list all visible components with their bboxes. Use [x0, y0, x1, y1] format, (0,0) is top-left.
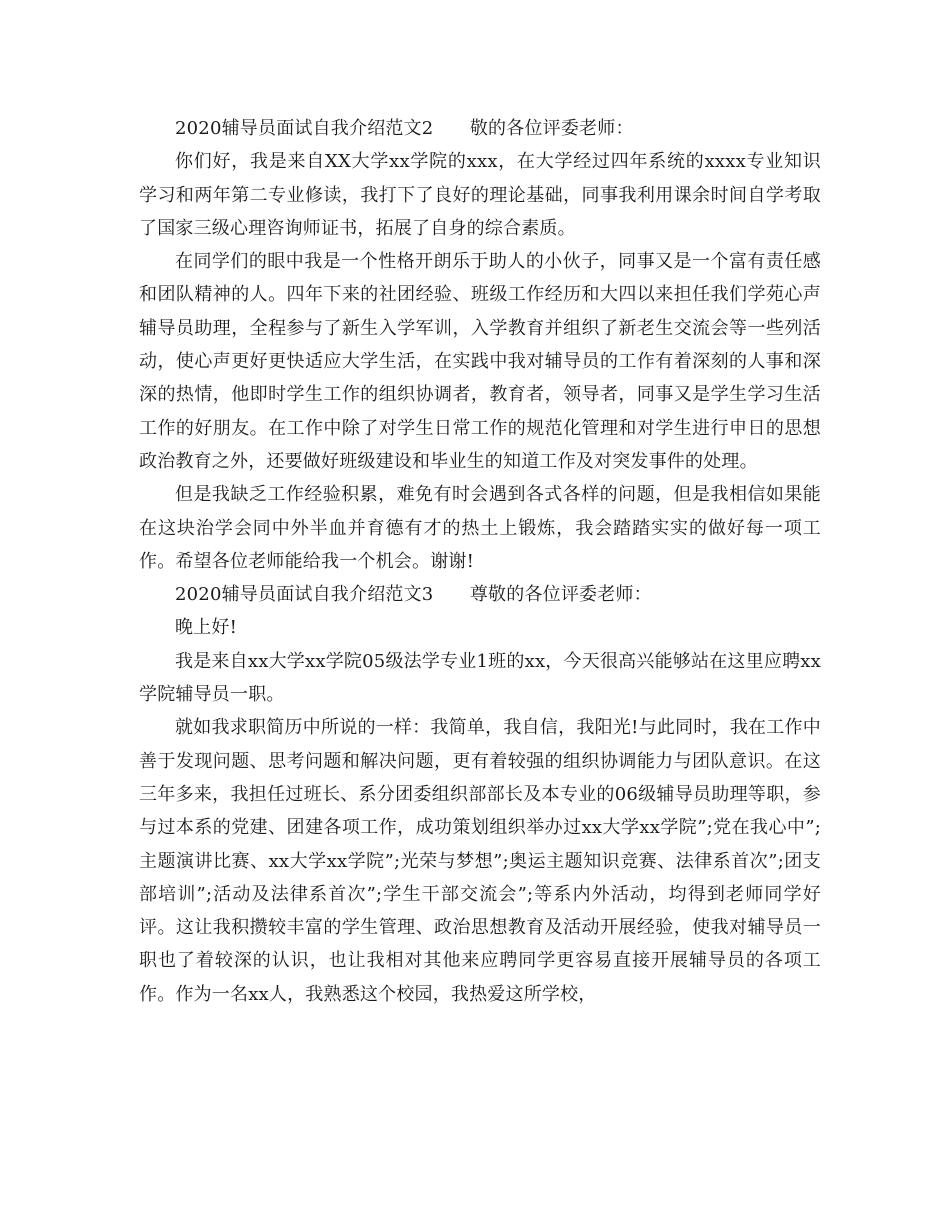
paragraph-self-intro: 我是来自xx大学xx学院05级法学专业1班的xx，今天很高兴能够站在这里应聘xx学院辅导员一职。 [139, 650, 821, 706]
section-heading-2: 2020辅导员面试自我介绍范文2 敬的各位评委老师： [175, 118, 634, 139]
document-body [139, 112, 821, 1011]
paragraph-closing: 但是我缺乏工作经验积累，难免有时会遇到各式各样的问题，但是我相信如果能在这块治学会同中外半血并育德有才的热土上锻炼，我会踏踏实实的做好每一项工作。希望各位老师能给我一个机会。谢谢! [139, 484, 821, 572]
paragraph-evening-greeting: 晚上好! [175, 617, 238, 639]
paragraph-experience: 就如我求职简历中所说的一样：我简单，我自信，我阳光!与此同时，我在工作中善于发现问题、思考问题和解决问题，更有着较强的组织协调能力与团队意识。在这三年多来，我担任过班长、系分团委组织部部长及本专业的06级辅导员助理等职，参与过本系的党建、团建各项工作，成功策划组织举办过xx大学xx学院”;党在我心中”;主题演讲比赛、xx大学xx学院”;光荣与梦想”;奥运主题知识竞赛、法律系首次”;团支部培训”;活动及法律系首次”;学生干部交流会”;等系内外活动，均得到老师同学好评。这让我积攒较丰富的学生管理、政治思想教育及活动开展经验，使我对辅导员一职也了着较深的认识，也让我相对其他来应聘同学更容易直接开展辅导员的各项工作。作为一名xx人，我熟悉这个校园，我热爱这所学校， [139, 717, 821, 1005]
paragraph-personality: 在同学们的眼中我是一个性格开朗乐于助人的小伙子，同事又是一个富有责任感和团队精神的人。四年下来的社团经验、班级工作经历和大四以来担任我们学苑心声辅导员助理，全程参与了新生入学军训，入学教育并组织了新老生交流会等一些列活动，使心声更好更快适应大学生活，在实践中我对辅导员的工作有着深刻的人事和深深的热情，他即时学生工作的组织协调者，教育者，领导者，同事又是学生学习生活工作的好朋友。在工作中除了对学生日常工作的规范化管理和对学生进行申日的思想政治教育之外，还要做好班级建设和毕业生的知道工作及对突发事件的处理。 [139, 251, 821, 472]
section-heading-3: 2020辅导员面试自我介绍范文3 尊敬的各位评委老师： [175, 584, 652, 606]
paragraph-greeting-intro: 你们好，我是来自XX大学xx学院的xxx，在大学经过四年系统的xxxx专业知识学习和两年第二专业修读，我打下了良好的理论基础，同事我利用课余时间自学考取了国家三级心理咨询师证书，拓展了自身的综合素质。 [139, 151, 821, 239]
